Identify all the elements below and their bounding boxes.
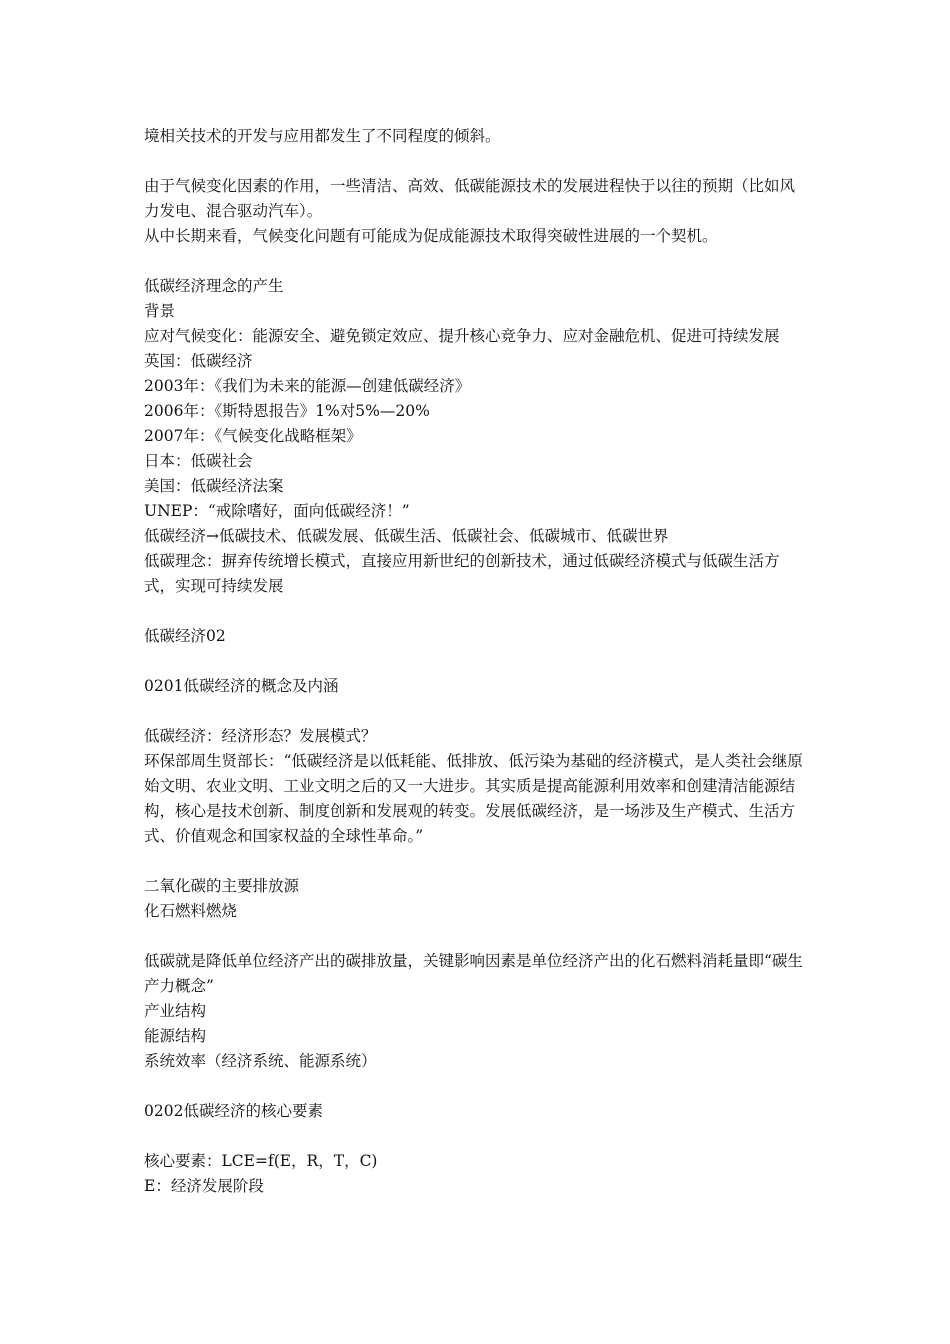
- blank-line: [144, 649, 810, 674]
- text-line: 从中长期来看，气候变化问题有可能成为促成能源技术取得突破性进展的一个契机。: [144, 227, 718, 245]
- text-line: 2006年：《斯特恩报告》1%对5%—20%: [144, 402, 430, 420]
- text-line: UNEP：“戒除嗜好，面向低碳经济！”: [144, 502, 410, 520]
- text-line: 核心要素：LCE=f(E，R，T，C): [144, 1152, 378, 1170]
- text-line: 化石燃料燃烧: [144, 902, 238, 920]
- blank-line: [144, 149, 810, 174]
- text-line: 环保部周生贤部长：“低碳经济是以低耗能、低排放、低污染为基础的经济模式，是人类社会继原始文明、农业文明、工业文明之后的又一大进步。其实质是提高能源利用效率和创建清洁能源结构，核心是技术创新、制度创新和发展观的转变。发展低碳经济，是一场涉及生产模式、生活方式、价值观念和国家权益的全球性革命。”: [144, 752, 803, 845]
- blank-line: [144, 699, 810, 724]
- blank-line: [144, 924, 810, 949]
- blank-line: [144, 1124, 810, 1149]
- text-line: 产业结构: [144, 1002, 207, 1020]
- text-line: 低碳经济→低碳技术、低碳发展、低碳生活、低碳社会、低碳城市、低碳世界: [144, 527, 669, 545]
- text-line: 能源结构: [144, 1027, 207, 1045]
- text-line: 背景: [144, 302, 176, 320]
- text-line: E：经济发展阶段: [144, 1177, 264, 1195]
- document-body: [144, 124, 810, 1199]
- text-line: 低碳理念：摒弃传统增长模式，直接应用新世纪的创新技术，通过低碳经济模式与低碳生活方式，实现可持续发展: [144, 552, 780, 595]
- text-line: 2007年：《气候变化战略框架》: [144, 427, 362, 445]
- blank-line: [144, 599, 810, 624]
- text-line: 美国：低碳经济法案: [144, 477, 284, 495]
- text-line: 英国：低碳经济: [144, 352, 253, 370]
- text-line: 低碳经济：经济形态？发展模式？: [144, 727, 377, 745]
- text-line: 低碳经济理念的产生: [144, 277, 284, 295]
- text-line: 日本：低碳社会: [144, 452, 253, 470]
- blank-line: [144, 249, 810, 274]
- text-line: 应对气候变化：能源安全、避免锁定效应、提升核心竞争力、应对金融危机、促进可持续发展: [144, 327, 780, 345]
- text-line: 低碳就是降低单位经济产出的碳排放量，关键影响因素是单位经济产出的化石燃料消耗量即“碳生产力概念”: [144, 952, 803, 995]
- text-line: 0202低碳经济的核心要素: [144, 1102, 323, 1120]
- text-line: 2003年：《我们为未来的能源—创建低碳经济》: [144, 377, 471, 395]
- text-line: 境相关技术的开发与应用都发生了不同程度的倾斜。: [144, 127, 501, 145]
- text-line: 二氧化碳的主要排放源: [144, 877, 300, 895]
- text-line: 由于气候变化因素的作用，一些清洁、高效、低碳能源技术的发展进程快于以往的预期（比如风力发电、混合驱动汽车）。: [144, 177, 796, 220]
- text-line: 低碳经济02: [144, 627, 226, 645]
- text-line: 0201低碳经济的概念及内涵: [144, 677, 339, 695]
- blank-line: [144, 849, 810, 874]
- text-line: 系统效率（经济系统、能源系统）: [144, 1052, 377, 1070]
- blank-line: [144, 1074, 810, 1099]
